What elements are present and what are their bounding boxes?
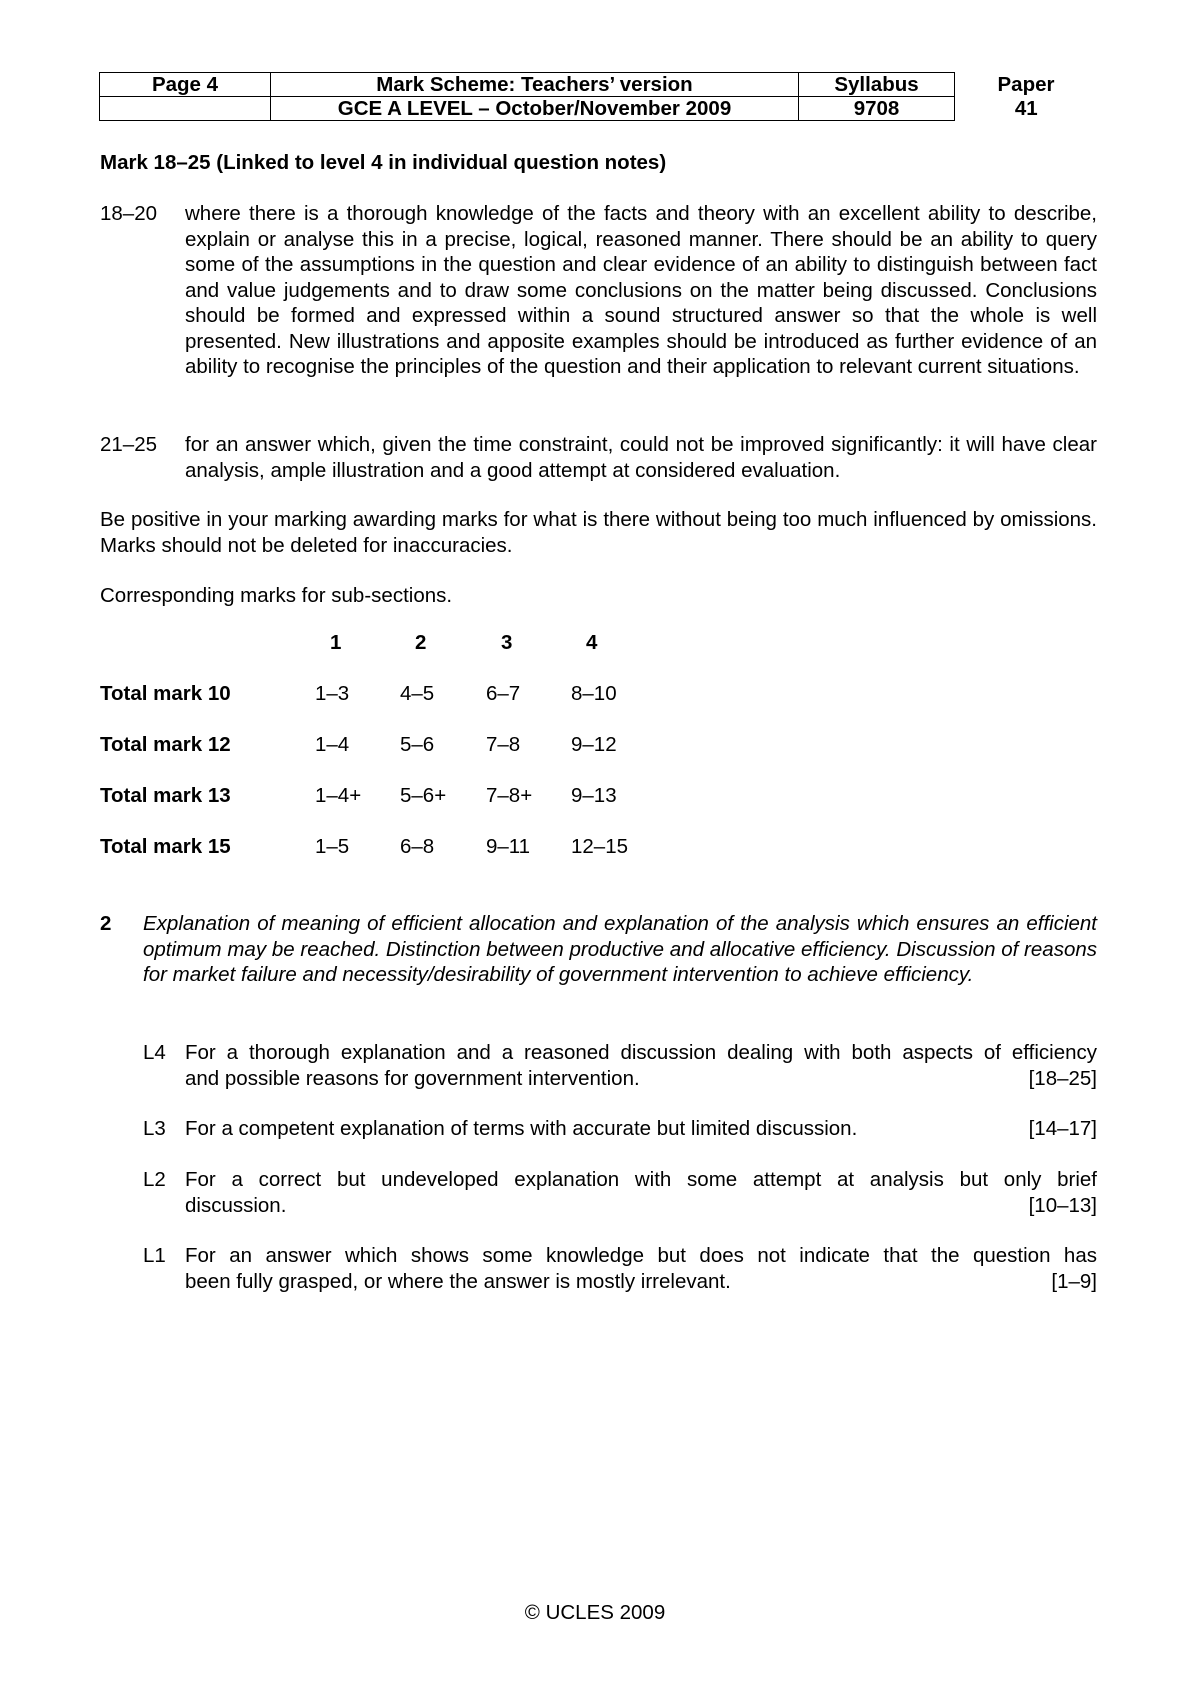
table-cell: 1–4+: [315, 784, 362, 807]
band-description: for an answer which, given the time constraint, could not be improved significantly: it will have clear analysis, ample illustration and a good attempt at considered evaluation.: [185, 433, 1097, 482]
level-text-line: and possible reasons for government intervention.: [185, 1066, 640, 1090]
level-descriptor: [185, 1167, 1097, 1218]
column-header: 3: [501, 631, 513, 654]
table-cell: 9–12: [571, 733, 617, 756]
level-text-line: [185, 1116, 1097, 1142]
level-descriptor: [185, 1116, 1097, 1142]
question-number: 2: [100, 912, 112, 935]
level-text-line: [185, 1066, 1097, 1092]
level-descriptor: [185, 1243, 1097, 1294]
level-descriptor: [185, 1040, 1097, 1091]
table-cell: 12–15: [571, 835, 629, 858]
level-code: L2: [143, 1168, 166, 1191]
table-cell: 4–5: [400, 682, 435, 705]
column-header: 2: [415, 631, 427, 654]
header-table: [99, 72, 1098, 121]
table-cell: 5–6+: [400, 784, 447, 807]
level-text-line: discussion.: [185, 1193, 287, 1217]
band-range: 21–25: [100, 433, 158, 456]
subsections-intro: Corresponding marks for sub-sections.: [100, 584, 453, 607]
level-text-line: For a competent explanation of terms with accurate but limited discussion.: [185, 1117, 858, 1140]
row-label: Total mark 13: [100, 784, 231, 807]
level-marks: [10–13]: [1028, 1193, 1097, 1217]
header-title: Mark Scheme: Teachers’ version: [271, 73, 799, 97]
table-cell: 7–8+: [486, 784, 533, 807]
table-cell: 1–5: [315, 835, 350, 858]
level-code: L1: [143, 1244, 166, 1267]
copyright-footer: © UCLES 2009: [524, 1601, 666, 1624]
table-cell: 1–3: [315, 682, 350, 705]
column-header: 4: [586, 631, 598, 654]
header-empty-cell: [100, 97, 271, 121]
header-paper-label: Paper: [997, 73, 1055, 96]
level-text-line: For a correct but undeveloped explanation with some attempt at analysis but only brief: [185, 1168, 1097, 1191]
level-marks: [1–9]: [1051, 1269, 1097, 1293]
header-page-label: Page 4: [100, 73, 271, 97]
level-code: L4: [143, 1041, 166, 1064]
table-cell: 9–13: [571, 784, 617, 807]
level-code: L3: [143, 1117, 166, 1140]
column-header: 1: [330, 631, 342, 654]
header-paper-number: 41: [1014, 97, 1038, 120]
table-cell: 7–8: [486, 733, 521, 756]
table-cell: 1–4: [315, 733, 350, 756]
header-subtitle: GCE A LEVEL – October/November 2009: [271, 97, 799, 121]
level-text-line: For a thorough explanation and a reasoned discussion dealing with both aspects of efficiency: [185, 1041, 1097, 1064]
row-label: Total mark 12: [100, 733, 231, 756]
guidance-paragraph: Be positive in your marking awarding marks for what is there without being too much influenced by omissions. Marks should not be deleted for inaccuracies.: [100, 508, 1097, 557]
row-label: Total mark 10: [100, 682, 231, 705]
table-cell: 9–11: [486, 835, 531, 858]
level-marks: [14–17]: [1028, 1117, 1097, 1140]
level-marks: [18–25]: [1028, 1066, 1097, 1090]
question-text: Explanation of meaning of efficient allocation and explanation of the analysis which ensures an efficient optimum may be reached. Distinction between productive and allocative efficiency. Discussion of reasons for market failure and necessity/desirability of government intervention to achieve efficiency.: [143, 912, 1097, 986]
level-text-line: [185, 1269, 1097, 1295]
band-description: where there is a thorough knowledge of the facts and theory with an excellent ability to describe, explain or analyse this in a precise, logical, reasoned manner. There should be an ability to query some of the assumptions in the question and clear evidence of an ability to distinguish between fact and value judgements and to draw some conclusions on the matter being discussed. Conclusions should be formed and expressed within a sound structured answer so that the whole is well presented. New illustrations and apposite examples should be introduced as further evidence of an ability to recognise the principles of the question and their application to relevant current situations.: [185, 202, 1097, 378]
header-syllabus-label: Syllabus: [799, 73, 955, 97]
row-label: Total mark 15: [100, 835, 231, 858]
level-text-line: been fully grasped, or where the answer is mostly irrelevant.: [185, 1269, 731, 1293]
table-cell: 5–6: [400, 733, 435, 756]
level-text-line: [185, 1193, 1097, 1219]
mark-band-heading: Mark 18–25 (Linked to level 4 in individual question notes): [100, 151, 667, 174]
band-range: 18–20: [100, 202, 158, 225]
table-cell: 8–10: [571, 682, 617, 705]
table-cell: 6–8: [400, 835, 435, 858]
level-text-line: For an answer which shows some knowledge but does not indicate that the question has: [185, 1244, 1097, 1267]
table-cell: 6–7: [486, 682, 521, 705]
header-syllabus-code: 9708: [799, 97, 955, 121]
